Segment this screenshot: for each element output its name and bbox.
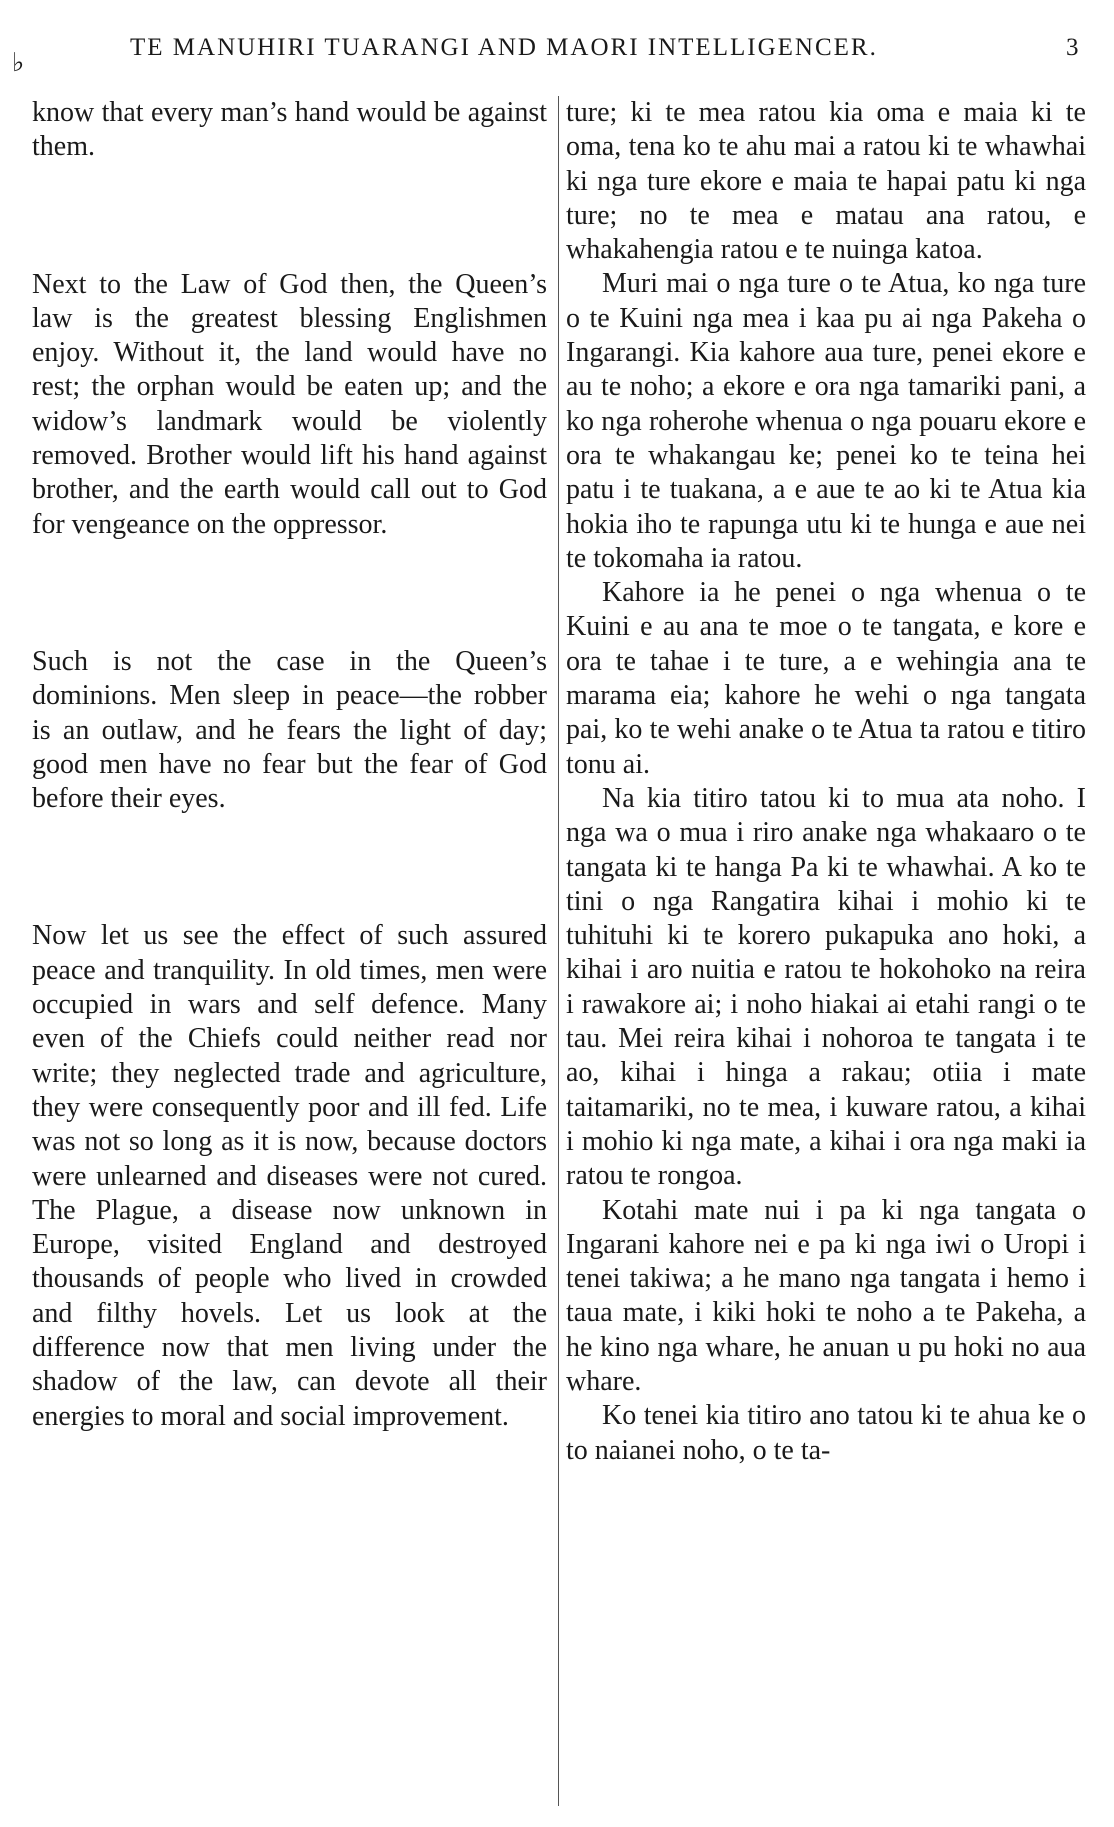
maori-paragraph: Kahore ia he penei o nga whenua o te Kuini e au ana te moe o te tangata, e kore e ora te tahae i te ture, a e wehingia ana te marama eia; kahore he wehi o nga tangata pai, ko te wehi anake o te Atua ta ratou e titiro tonu ai. <box>566 577 1086 780</box>
english-paragraph: Such is not the case in the Queen’s dominions. Men sleep in peace—the robber is an outlaw, and he fears the light of day; good men have no fear but the fear of God before their eyes. <box>32 645 547 815</box>
newspaper-title: TE MANUHIRI TUARANGI AND MAORI INTELLIGENCER. <box>130 34 878 61</box>
maori-paragraph: Kotahi mate nui i pa ki nga tangata o Ingarani kahore nei e pa ki nga iwi o Uropi i tenei takiwa; a he mano nga tangata i hemo i taua mate, i kiki hoki te noho a te Pakeha, a he kino nga whare, he anuan u pu hoki no aua whare. <box>566 1194 1086 1397</box>
english-column <box>32 96 547 1434</box>
english-paragraph: Now let us see the effect of such assured peace and tranquility. In old times, men were occupied in wars and self defence. Many even of the Chiefs could neither read nor write; they neglected trade and agriculture, they were consequently poor and ill fed. Life was not so long as it is now, because doctors were unlearned and diseases were not cured. The Plague, a disease now unknown in Europe, visited England and destroyed thousands of people who lived in crowded and filthy hovels. Let us look at the difference now that men living under the shadow of the law, can devote all their energies to moral and social improvement. <box>32 920 547 1432</box>
margin-mark: ♭ <box>12 48 25 78</box>
maori-paragraph: Na kia titiro tatou ki to mua ata noho. I nga wa o mua i riro anake nga whakaaro o te tangata ki te hanga Pa ki te whawhai. A ko te tini o nga Rangatira kihai i mohio ki te tuhituhi ki te korero pukapuka ano hoki, a kihai i aro nuitia e ratou te hokohoko na reira i rawakore ai; i noho hiakai ai etahi rangi o te tau. Mei reira kihai i nohoroa te tangata i te ao, kihai i hinga a rakau; otiia i mate taitamariki, no te mea, i kuware ratou, a kihai i mohio ki nga mate, a kihai i ora nga maki ia ratou te rongoa. <box>566 782 1086 1192</box>
maori-paragraph: Muri mai o nga ture o te Atua, ko nga ture o te Kuini nga mea i kaa pu ai nga Pakeha o Ingarangi. Kia kahore aua ture, penei ekore e au te noho; a ekore e ora nga tamariki pani, a ko nga roherohe whenua o nga pouaru ekore e ora te whakangau ke; penei ko te teina hei patu i te tuakana, a e aue te ao ki te Atua kia hokia iho te rapunga utu ki te hunga e aue nei te tokomaha ia ratou. <box>566 268 1086 574</box>
english-paragraph: know that every man’s hand would be against them. <box>32 97 547 163</box>
column-rule <box>558 96 559 1806</box>
english-paragraph: Next to the Law of God then, the Queen’s law is the greatest blessing Englishmen enjoy. Without it, the land would have no rest; the orphan would be eaten up; and the widow’s landmark would be violently removed. Brother would lift his hand against brother, and the earth would call out to God for vengeance on the oppressor. <box>32 268 547 540</box>
maori-paragraph: Ko tenei kia titiro ano tatou ki te ahua ke o to naianei noho, o te ta- <box>566 1400 1086 1466</box>
maori-column <box>566 96 1086 1468</box>
maori-paragraph: ture; ki te mea ratou kia oma e maia ki te oma, tena ko te ahu mai a ratou ki te whawhai ki nga ture ekore e maia te hapai patu ki nga ture; no te mea e matau ana ratou, e whakahengia ratou e te nuinga katoa. <box>566 97 1086 266</box>
running-header <box>0 34 1114 78</box>
page-number: 3 <box>1066 34 1079 61</box>
